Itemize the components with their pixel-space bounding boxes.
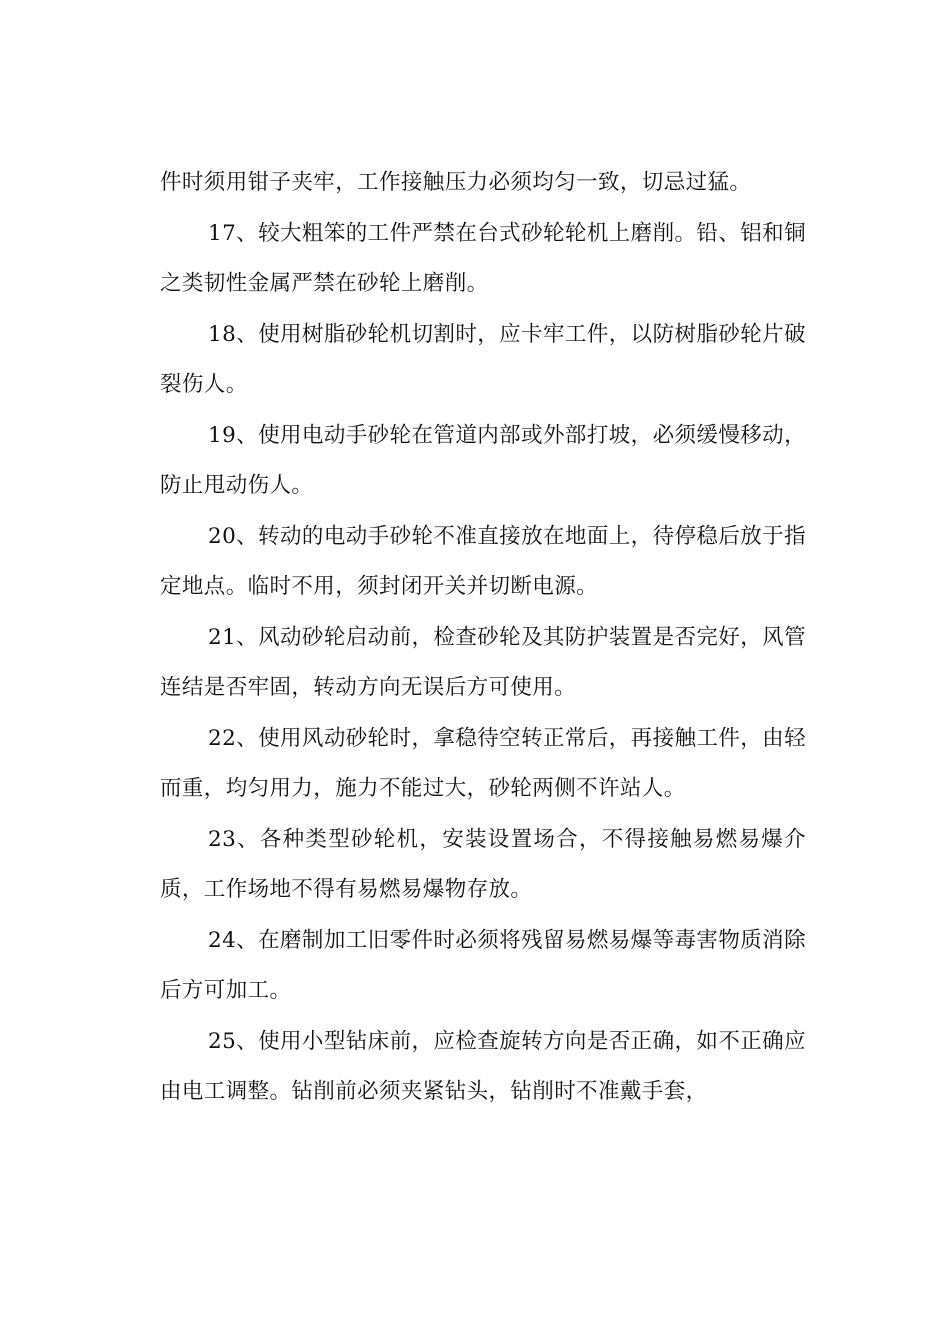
document-body	[160, 158, 806, 1118]
paragraph-item-22: 22、使用风动砂轮时，拿稳待空转正常后，再接触工件，由轻而重，均匀用力，施力不能过大，砂轮两侧不许站人。	[160, 725, 806, 801]
paragraph-item-25: 25、使用小型钻床前，应检查旋转方向是否正确，如不正确应由电工调整。钻削前必须夹紧钻头，钻削时不准戴手套，	[160, 1028, 806, 1104]
paragraph-item-18: 18、使用树脂砂轮机切割时，应卡牢工件，以防树脂砂轮片破裂伤人。	[160, 321, 806, 397]
paragraph-item-20: 20、转动的电动手砂轮不准直接放在地面上，待停稳后放于指定地点。临时不用，须封闭开关并切断电源。	[160, 523, 806, 599]
paragraph-item-17: 17、较大粗笨的工件严禁在台式砂轮轮机上磨削。铅、铝和铜之类韧性金属严禁在砂轮上磨削。	[160, 220, 806, 296]
paragraph-item-21: 21、风动砂轮启动前，检查砂轮及其防护装置是否完好，风管连结是否牢固，转动方向无误后方可使用。	[160, 624, 806, 700]
paragraph-item-24: 24、在磨制加工旧零件时必须将残留易燃易爆等毒害物质消除后方可加工。	[160, 927, 806, 1003]
paragraph-item-23: 23、各种类型砂轮机，安装设置场合，不得接触易燃易爆介质，工作场地不得有易燃易爆物存放。	[160, 826, 806, 902]
paragraph-continuation: 件时须用钳子夹牢，工作接触压力必须均匀一致，切忌过猛。	[160, 170, 752, 195]
paragraph-item-19: 19、使用电动手砂轮在管道内部或外部打坡，必须缓慢移动，防止甩动伤人。	[160, 422, 806, 498]
